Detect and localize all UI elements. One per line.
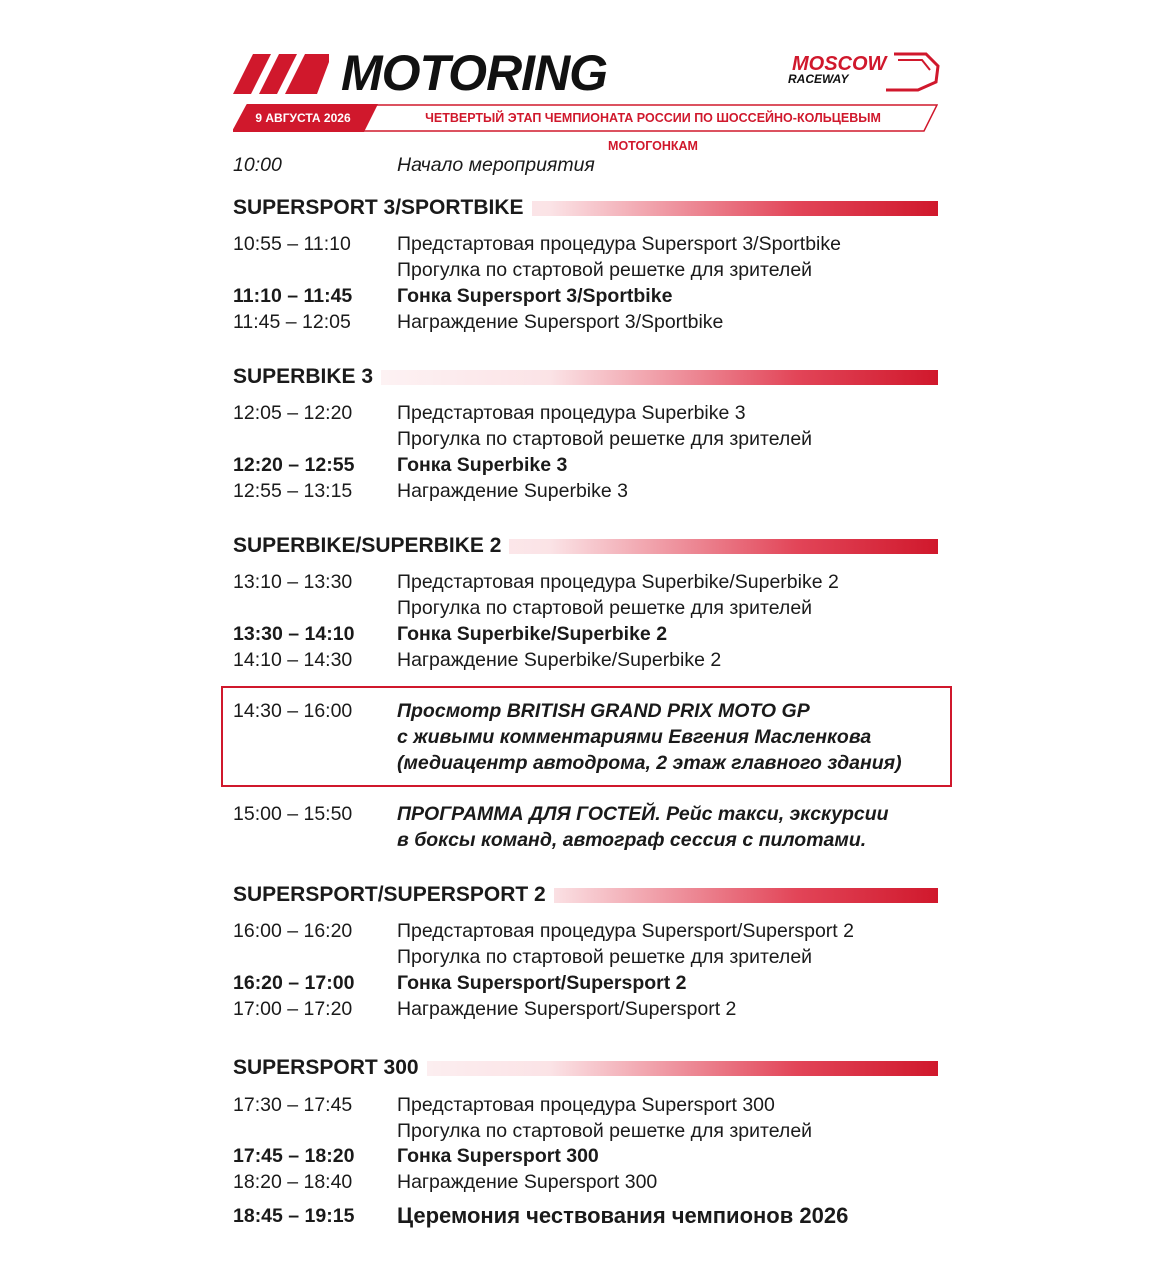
section-header: [233, 881, 938, 909]
row-desc: в боксы команд, автограф сессия с пилотами.: [397, 829, 867, 851]
event-banner: [233, 104, 938, 153]
row-desc: Прогулка по стартовой решетке для зрителей: [397, 1120, 813, 1142]
row-time: 15:00 – 15:50: [233, 803, 353, 825]
section-header: [233, 1054, 938, 1082]
row-desc: Гонка Superbike/Superbike 2: [397, 623, 668, 645]
row-desc: Предстартовая процедура Supersport 300: [397, 1094, 775, 1116]
row-time: 11:10 – 11:45: [233, 285, 353, 307]
row-desc: Предстартовая процедура Superbike/Superbike 2: [397, 571, 839, 593]
moscow-raceway-logo: [786, 50, 941, 94]
section-title: SUPERSPORT 300: [233, 1054, 427, 1082]
row-time: 11:45 – 12:05: [233, 311, 351, 333]
event-date: 9 АВГУСТА 2026: [255, 111, 351, 125]
broadcast-title: BRITISH GRAND PRIX MOTO GP: [506, 700, 810, 722]
row-desc: Прогулка по стартовой решетке для зрителей: [397, 428, 813, 450]
row-time: 18:20 – 18:40: [233, 1171, 353, 1193]
event-title: ЧЕТВЕРТЫЙ ЭТАП ЧЕМПИОНАТА РОССИИ ПО ШОССЕЙНО-КОЛЬЦЕВЫМ МОТОГОНКАМ: [425, 111, 881, 153]
row-time: 18:45 – 19:15: [233, 1205, 355, 1227]
row-desc: Прогулка по стартовой решетке для зрителей: [397, 259, 813, 281]
row-time: 12:05 – 12:20: [233, 402, 353, 424]
row-desc: Начало мероприятия: [397, 154, 595, 176]
row-time: 16:00 – 16:20: [233, 920, 353, 942]
brand-name: MOTORING: [341, 45, 608, 101]
row-desc: Церемония чествования чемпионов 2026: [397, 1203, 849, 1228]
row-desc: Прогулка по стартовой решетке для зрителей: [397, 597, 813, 619]
row-time: 10:55 – 11:10: [233, 233, 351, 255]
row-desc: Гонка Supersport 3/Sportbike: [397, 285, 673, 307]
row-desc: Гонка Supersport/Supersport 2: [397, 972, 687, 994]
section-title: SUPERSPORT 3/SPORTBIKE: [233, 194, 532, 222]
row-time: 17:00 – 17:20: [233, 998, 353, 1020]
row-desc: [397, 698, 810, 724]
row-time: 17:45 – 18:20: [233, 1145, 355, 1167]
row-desc: Предстартовая процедура Supersport/Supersport 2: [397, 920, 854, 942]
row-time: 12:20 – 12:55: [233, 454, 355, 476]
row-desc: Гонка Supersport 300: [397, 1145, 599, 1167]
row-time: 14:10 – 14:30: [233, 649, 353, 671]
row-time: 17:30 – 17:45: [233, 1094, 353, 1116]
row-desc: ПРОГРАММА ДЛЯ ГОСТЕЙ. Рейс такси, экскурсии: [397, 803, 889, 825]
row-desc: Награждение Superbike/Superbike 2: [397, 649, 722, 671]
section-title: SUPERBIKE/SUPERBIKE 2: [233, 532, 509, 560]
row-desc: Гонка Superbike 3: [397, 454, 568, 476]
row-time: 10:00: [233, 154, 282, 176]
row-time: 16:20 – 17:00: [233, 972, 355, 994]
row-time: 14:30 – 16:00: [233, 700, 353, 722]
row-time: 13:10 – 13:30: [233, 571, 353, 593]
section-header: [233, 532, 938, 560]
motoring-logo-slashes-icon: [233, 54, 329, 94]
row-desc: с живыми комментариями Евгения Масленкова: [397, 726, 872, 748]
partner-logo-moscow: MOSCOW: [792, 53, 887, 75]
header: [233, 45, 938, 101]
section-title: SUPERSPORT/SUPERSPORT 2: [233, 881, 554, 909]
section-header: [233, 194, 938, 222]
row-desc: Награждение Supersport 300: [397, 1171, 658, 1193]
row-desc: Награждение Supersport 3/Sportbike: [397, 311, 724, 333]
partner-logo-raceway: RACEWAY: [788, 72, 849, 86]
row-time: 12:55 – 13:15: [233, 480, 353, 502]
row-time: 13:30 – 14:10: [233, 623, 355, 645]
row-desc: Прогулка по стартовой решетке для зрителей: [397, 946, 813, 968]
row-desc: Награждение Superbike 3: [397, 480, 628, 502]
row-desc: Награждение Supersport/Supersport 2: [397, 998, 737, 1020]
row-desc: (медиацентр автодрома, 2 этаж главного здания): [397, 752, 902, 774]
section-header: [233, 363, 938, 391]
broadcast-prefix: Просмотр: [397, 700, 507, 722]
row-desc: Предстартовая процедура Superbike 3: [397, 402, 746, 424]
section-title: SUPERBIKE 3: [233, 363, 381, 391]
row-desc: Предстартовая процедура Supersport 3/Sportbike: [397, 233, 841, 255]
